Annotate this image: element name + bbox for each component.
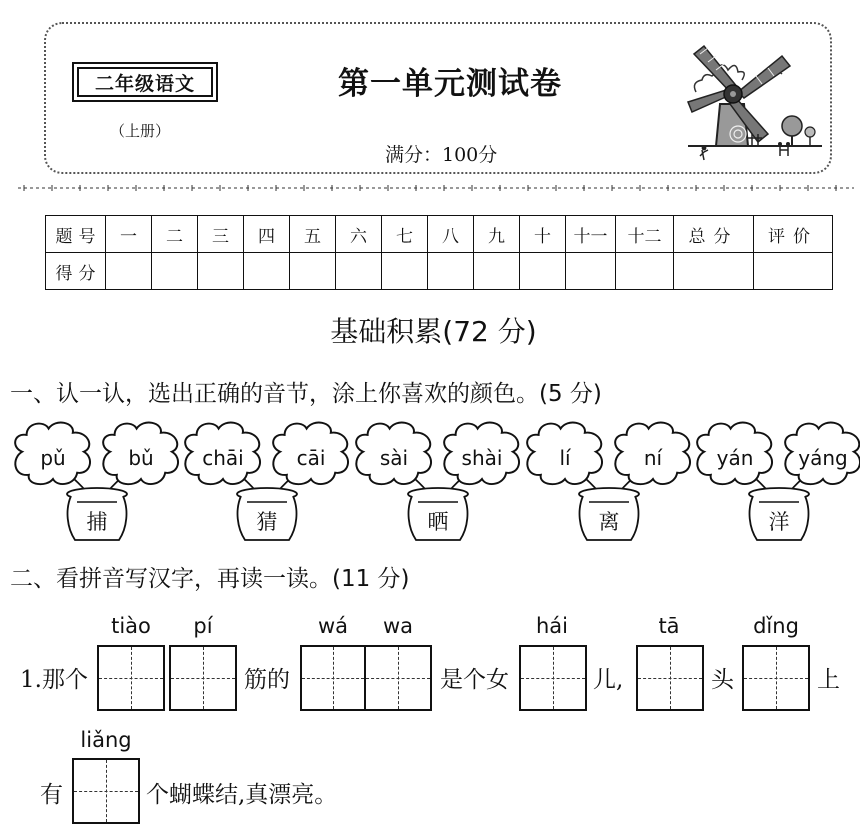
pinyin-label: liǎng — [80, 728, 132, 752]
pinyin-label: wá — [317, 614, 349, 638]
writing-box[interactable] — [72, 758, 140, 824]
column-header: 七 — [382, 216, 428, 253]
syllable-option[interactable]: yáng — [798, 446, 848, 470]
score-cell[interactable] — [674, 253, 754, 290]
column-header: 八 — [428, 216, 474, 253]
character-label: 晒 — [427, 510, 449, 534]
syllable-option[interactable]: cāi — [296, 446, 326, 470]
syllable-option[interactable]: chāi — [202, 446, 244, 470]
column-header: 九 — [474, 216, 520, 253]
pinyin-label: hái — [535, 614, 569, 638]
syllable-option[interactable]: sài — [379, 446, 409, 470]
score-cell[interactable] — [428, 253, 474, 290]
column-header: 十一 — [566, 216, 616, 253]
score-cell[interactable] — [198, 253, 244, 290]
character-label: 猜 — [256, 510, 278, 534]
pinyin-label: tiào — [111, 614, 151, 638]
writing-box[interactable] — [169, 645, 237, 711]
score-table — [45, 215, 833, 290]
page-title: 第一单元测试卷 — [338, 66, 562, 102]
section-heading: 基础积累(72 分) — [330, 315, 537, 348]
sentence-text: 有 — [40, 782, 63, 808]
table-row — [46, 253, 833, 290]
pinyin-label: tā — [658, 614, 680, 638]
windmill-illustration — [686, 34, 826, 164]
table-row — [46, 216, 833, 253]
column-header: 一 — [106, 216, 152, 253]
writing-box[interactable] — [300, 645, 366, 711]
writing-box[interactable] — [519, 645, 587, 711]
score-cell[interactable] — [382, 253, 428, 290]
sentence-text: 头 — [711, 667, 734, 693]
score-cell[interactable] — [290, 253, 336, 290]
syllable-option[interactable]: pǔ — [40, 446, 66, 470]
full-score: 满分：100分 — [385, 144, 498, 166]
score-cell[interactable] — [566, 253, 616, 290]
syllable-option[interactable]: shài — [461, 446, 503, 470]
sentence-text: 是个女 — [440, 667, 509, 693]
score-cell[interactable] — [106, 253, 152, 290]
character-label: 离 — [598, 510, 620, 534]
question-2-title: 二、看拼音写汉字，再读一读。(11 分) — [10, 566, 410, 592]
sentence-text: 筋的 — [244, 667, 290, 693]
question-1-title: 一、认一认，选出正确的音节，涂上你喜欢的颜色。(5 分) — [10, 381, 602, 407]
column-header: 五 — [290, 216, 336, 253]
grade-badge — [72, 62, 218, 102]
column-header: 十二 — [616, 216, 674, 253]
row-label-score: 得分 — [46, 253, 106, 290]
sentence-text: 1.那个 — [20, 667, 88, 693]
column-header: 十 — [520, 216, 566, 253]
score-cell[interactable] — [244, 253, 290, 290]
column-header: 三 — [198, 216, 244, 253]
writing-box[interactable] — [742, 645, 810, 711]
row-label-question: 题号 — [46, 216, 106, 253]
pinyin-label: dǐng — [753, 614, 799, 638]
syllable-option[interactable]: ní — [643, 446, 663, 470]
score-cell[interactable] — [754, 253, 833, 290]
pinyin-label: wa — [382, 614, 414, 638]
syllable-option[interactable]: bǔ — [128, 446, 154, 470]
volume-label: （上册） — [110, 122, 171, 140]
sentence-text: 儿, — [593, 667, 624, 693]
sentence-text: 个蝴蝶结,真漂亮。 — [146, 782, 338, 808]
score-cell[interactable] — [474, 253, 520, 290]
character-label: 洋 — [768, 510, 790, 534]
syllable-option[interactable]: yán — [716, 446, 754, 470]
column-header: 六 — [336, 216, 382, 253]
character-label: 捕 — [86, 510, 108, 534]
score-cell[interactable] — [520, 253, 566, 290]
column-header: 总分 — [674, 216, 754, 253]
writing-box[interactable] — [364, 645, 432, 711]
column-header: 评价 — [754, 216, 833, 253]
pinyin-label: pí — [193, 614, 213, 638]
writing-box[interactable] — [97, 645, 165, 711]
sentence-text: 上 — [817, 667, 840, 693]
score-cell[interactable] — [616, 253, 674, 290]
score-cell[interactable] — [152, 253, 198, 290]
column-header: 二 — [152, 216, 198, 253]
divider-line — [18, 184, 854, 192]
score-cell[interactable] — [336, 253, 382, 290]
grade-badge-text: 二年级语文 — [77, 67, 213, 97]
syllable-option[interactable]: lí — [559, 446, 571, 470]
writing-box[interactable] — [636, 645, 704, 711]
column-header: 四 — [244, 216, 290, 253]
